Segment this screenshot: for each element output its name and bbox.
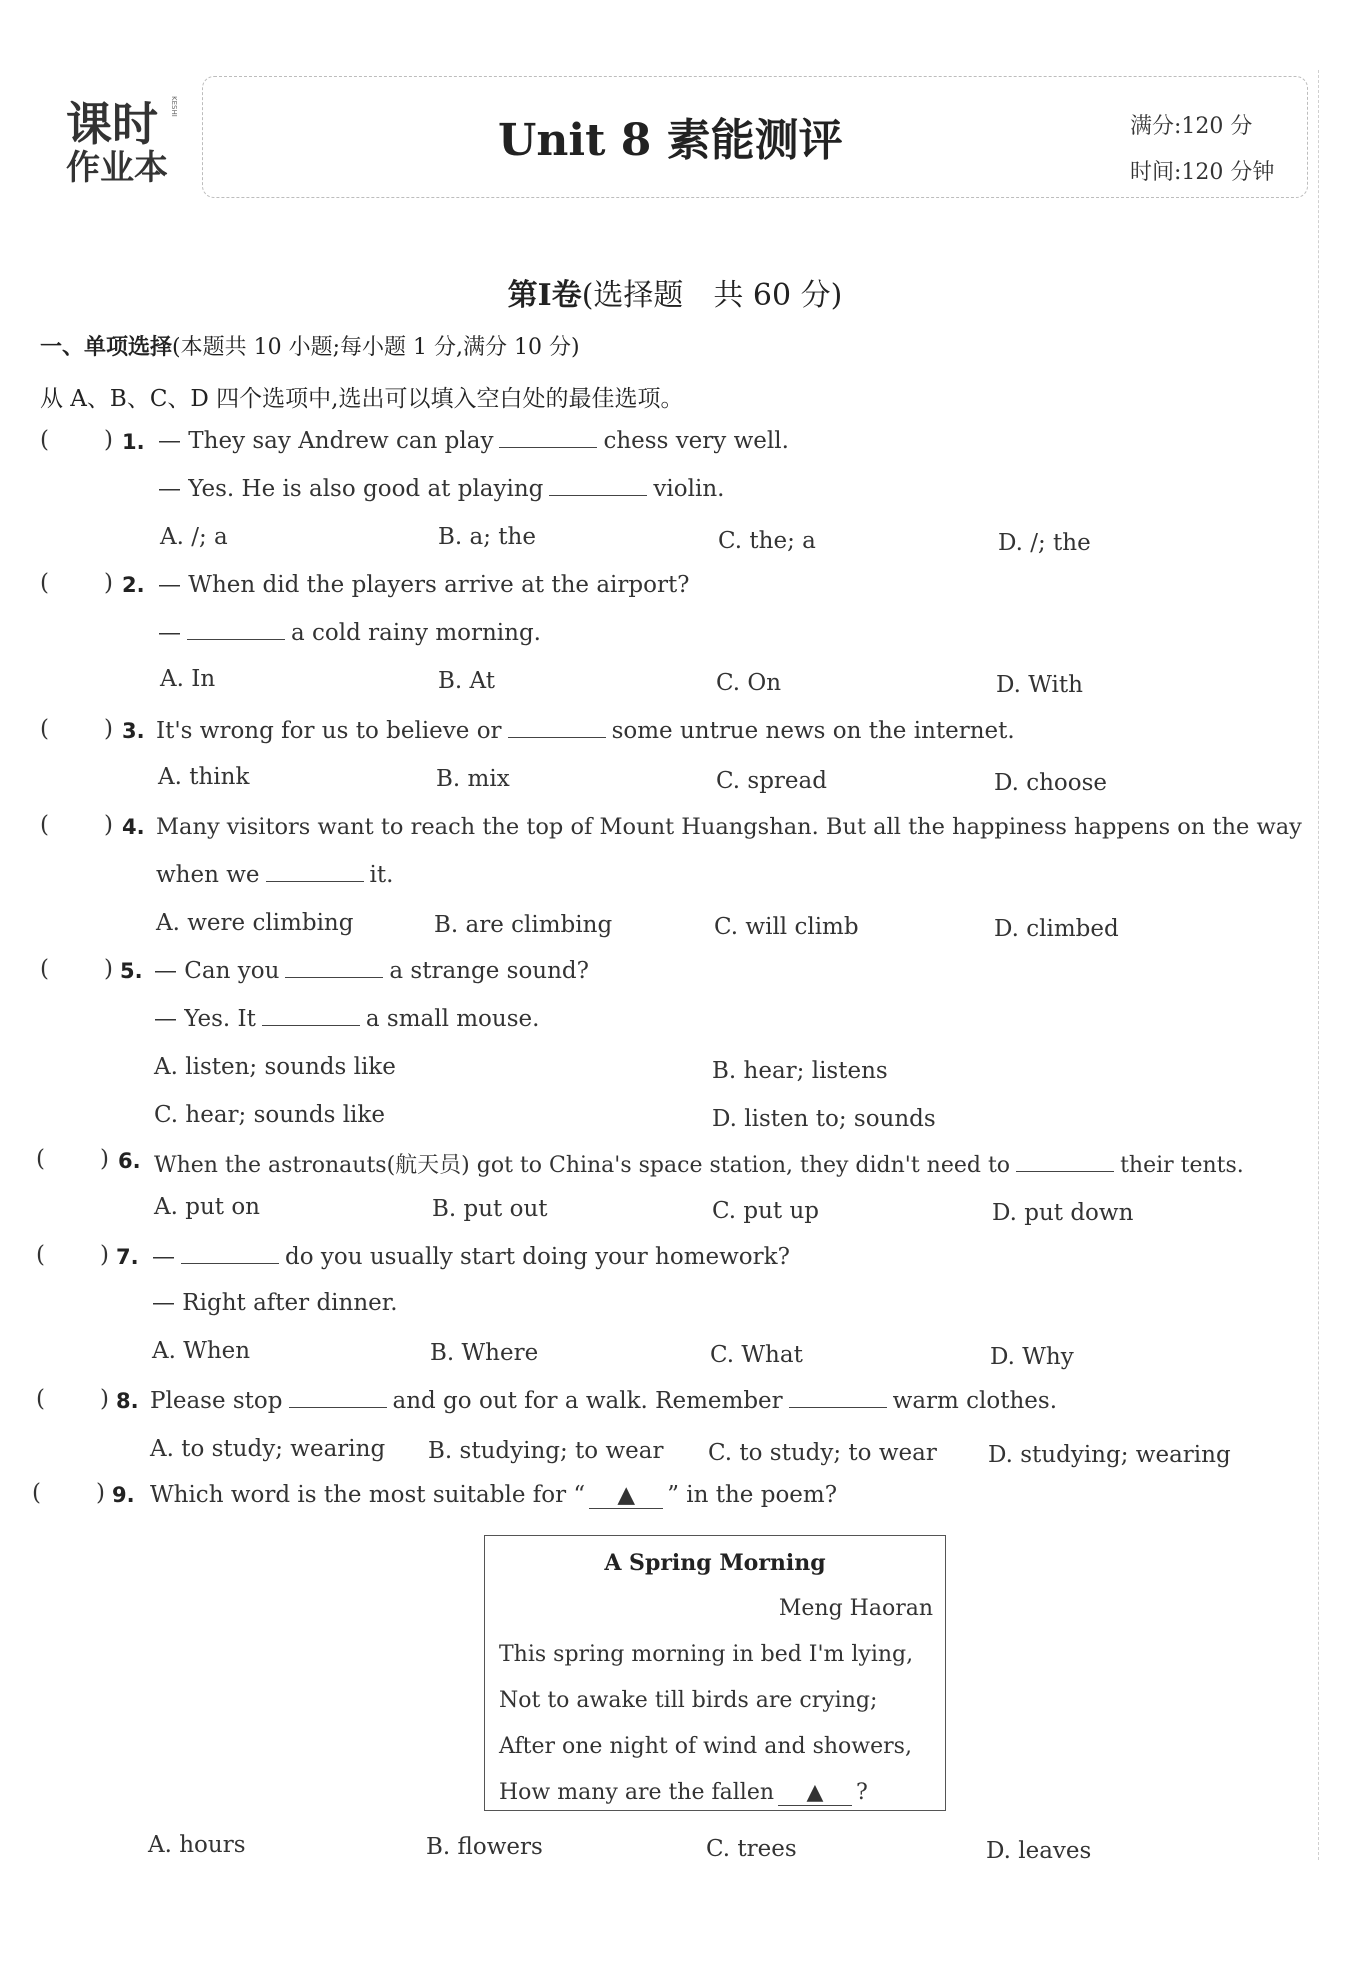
logo-line2: 作业本 — [66, 148, 168, 188]
question-text: — — [152, 1244, 175, 1270]
poem-box — [484, 1535, 946, 1811]
question-line — [154, 1006, 539, 1032]
question-number: 6. — [118, 1149, 141, 1173]
question-text: — When did the players arrive at the airport? — [158, 572, 690, 598]
question-line — [152, 1244, 790, 1270]
answer-blank — [789, 1389, 887, 1408]
answer-paren-open: ( — [40, 812, 49, 838]
question-text: their tents. — [1120, 1153, 1244, 1178]
full-score: 满分:120 分 — [1130, 114, 1253, 139]
option-b: B. At — [438, 668, 495, 694]
answer-paren-open: ( — [40, 956, 49, 982]
question-text: chess very well. — [603, 428, 789, 454]
answer-paren-open: ( — [36, 1146, 45, 1172]
poem-line-text: How many are the fallen — [499, 1780, 775, 1805]
poem-line: After one night of wind and showers, — [499, 1734, 912, 1759]
option-b: B. flowers — [426, 1834, 543, 1860]
question-number: 8. — [116, 1389, 139, 1413]
answer-blank — [285, 959, 383, 978]
answer-paren-open: ( — [40, 427, 49, 453]
part-heading-note: (本题共 10 小题;每小题 1 分,满分 10 分) — [172, 335, 580, 360]
question-line — [158, 476, 724, 502]
option-b: B. a; the — [438, 524, 536, 550]
question-text: Please stop — [150, 1388, 283, 1414]
answer-paren-open: ( — [40, 716, 49, 742]
margin-divider — [1318, 70, 1319, 1860]
option-a: A. In — [160, 666, 216, 692]
answer-paren-close: ) — [104, 716, 113, 742]
answer-paren-close: ) — [100, 1146, 109, 1172]
option-a: A. were climbing — [156, 910, 354, 936]
triangle-icon: ▲ — [617, 1482, 636, 1508]
question-text: — Right after dinner. — [152, 1290, 398, 1316]
part-heading — [40, 330, 580, 361]
question-text: a cold rainy morning. — [291, 620, 541, 646]
poem-line: Not to awake till birds are crying; — [499, 1688, 878, 1713]
question-line — [158, 572, 690, 598]
page-title: Unit 8 素能测评 — [498, 115, 843, 166]
option-c: C. What — [710, 1342, 803, 1368]
question-line — [158, 620, 541, 646]
option-d: D. put down — [992, 1200, 1134, 1226]
answer-blank — [289, 1389, 387, 1408]
question-number: 7. — [116, 1245, 139, 1269]
option-d: D. leaves — [986, 1838, 1092, 1864]
answer-paren-open: ( — [40, 570, 49, 596]
question-text: some untrue news on the internet. — [611, 718, 1015, 744]
option-c: C. will climb — [714, 914, 859, 940]
part-heading-bold: 一、单项选择 — [40, 335, 173, 360]
answer-paren-close: ) — [96, 1480, 105, 1506]
question-text: it. — [369, 862, 394, 888]
option-c: C. On — [716, 670, 782, 696]
option-b: B. Where — [430, 1340, 539, 1366]
question-number: 9. — [112, 1483, 135, 1507]
option-d: D. /; the — [998, 530, 1091, 556]
logo-line1: 课时 — [66, 97, 158, 151]
option-a: A. hours — [148, 1832, 246, 1858]
option-a: A. think — [158, 764, 250, 790]
answer-paren-open: ( — [36, 1242, 45, 1268]
instruction: 从 A、B、C、D 四个选项中,选出可以填入空白处的最佳选项。 — [40, 386, 684, 412]
answer-blank — [1016, 1153, 1114, 1172]
option-c: C. to study; to wear — [708, 1440, 937, 1466]
answer-blank — [499, 429, 597, 448]
section-title-main: 第Ⅰ卷 — [507, 278, 582, 313]
question-number: 3. — [122, 719, 145, 743]
poem-line: This spring morning in bed I'm lying, — [499, 1642, 914, 1667]
triangle-blank — [589, 1482, 663, 1509]
question-text: — They say Andrew can play — [158, 428, 494, 454]
option-a: A. listen; sounds like — [154, 1054, 396, 1080]
poem-author: Meng Haoran — [778, 1596, 933, 1621]
question-text: — Yes. He is also good at playing — [158, 476, 544, 502]
answer-paren-open: ( — [32, 1480, 41, 1506]
answer-paren-open: ( — [36, 1386, 45, 1412]
section-title-rest: (选择题 共 60 分) — [581, 278, 843, 313]
question-text: — Yes. It — [154, 1006, 256, 1032]
exam-time: 时间:120 分钟 — [1130, 160, 1275, 185]
option-d: D. Why — [990, 1344, 1074, 1370]
answer-paren-close: ) — [104, 427, 113, 453]
option-b: B. are climbing — [434, 912, 613, 938]
option-c: C. spread — [716, 768, 827, 794]
question-text: do you usually start doing your homework? — [285, 1244, 790, 1270]
option-c: C. the; a — [718, 528, 816, 554]
option-a: A. to study; wearing — [150, 1436, 386, 1462]
option-b: B. studying; to wear — [428, 1438, 664, 1464]
answer-paren-close: ) — [104, 812, 113, 838]
answer-paren-close: ) — [104, 570, 113, 596]
option-a: A. /; a — [160, 524, 228, 550]
question-text: a small mouse. — [365, 1006, 540, 1032]
triangle-icon: ▲ — [806, 1780, 824, 1805]
question-text: ” in the poem? — [667, 1482, 838, 1508]
logo — [62, 88, 182, 188]
option-c: C. trees — [706, 1836, 797, 1862]
question-line — [156, 718, 1015, 744]
poem-line — [499, 1780, 868, 1806]
answer-blank — [508, 719, 606, 738]
question-number: 1. — [122, 430, 145, 454]
section-title — [0, 270, 1350, 314]
poem-line-end: ? — [856, 1780, 868, 1805]
question-number: 4. — [122, 815, 145, 839]
option-d: D. studying; wearing — [988, 1442, 1231, 1468]
option-c: C. hear; sounds like — [154, 1102, 385, 1128]
answer-blank — [262, 1007, 360, 1026]
question-line — [154, 1148, 1244, 1179]
option-c: C. put up — [712, 1198, 820, 1224]
question-text: when we — [156, 862, 260, 888]
question-text: and go out for a walk. Remember — [392, 1388, 783, 1414]
question-line — [154, 958, 589, 984]
answer-blank — [549, 477, 647, 496]
option-d: D. climbed — [994, 916, 1119, 942]
question-text: warm clothes. — [892, 1388, 1058, 1414]
option-b: B. mix — [436, 766, 510, 792]
answer-blank — [181, 1245, 279, 1264]
option-b: B. hear; listens — [712, 1058, 888, 1084]
question-line — [152, 1290, 398, 1316]
logo-pinyin: KESHI — [170, 96, 178, 117]
question-text: It's wrong for us to believe or — [156, 718, 502, 744]
option-a: A. put on — [154, 1194, 260, 1220]
score-info — [1130, 104, 1274, 196]
question-text: a strange sound? — [389, 958, 589, 984]
option-d: D. choose — [994, 770, 1108, 796]
question-text: Which word is the most suitable for “ — [150, 1482, 586, 1508]
option-a: A. When — [152, 1338, 251, 1364]
question-line — [150, 1482, 837, 1509]
question-text: — — [158, 620, 181, 646]
question-number: 2. — [122, 573, 145, 597]
question-line — [150, 1388, 1057, 1414]
answer-paren-close: ) — [104, 956, 113, 982]
poem-title: A Spring Morning — [604, 1550, 826, 1576]
option-d: D. listen to; sounds — [712, 1106, 936, 1132]
question-line — [156, 814, 1302, 840]
option-d: D. With — [996, 672, 1083, 698]
question-text: Many visitors want to reach the top of Mount Huangshan. But all the happiness happens on the way — [156, 814, 1302, 840]
question-line — [156, 862, 393, 888]
answer-paren-close: ) — [100, 1386, 109, 1412]
question-text: violin. — [653, 476, 725, 502]
triangle-blank — [778, 1780, 852, 1806]
question-line — [158, 428, 789, 454]
question-text: When the astronauts(航天员) got to China's space station, they didn't need to — [154, 1153, 1011, 1178]
answer-blank — [187, 621, 285, 640]
question-number: 5. — [120, 959, 143, 983]
answer-blank — [266, 863, 364, 882]
answer-paren-close: ) — [100, 1242, 109, 1268]
option-b: B. put out — [432, 1196, 548, 1222]
question-text: — Can you — [154, 958, 280, 984]
